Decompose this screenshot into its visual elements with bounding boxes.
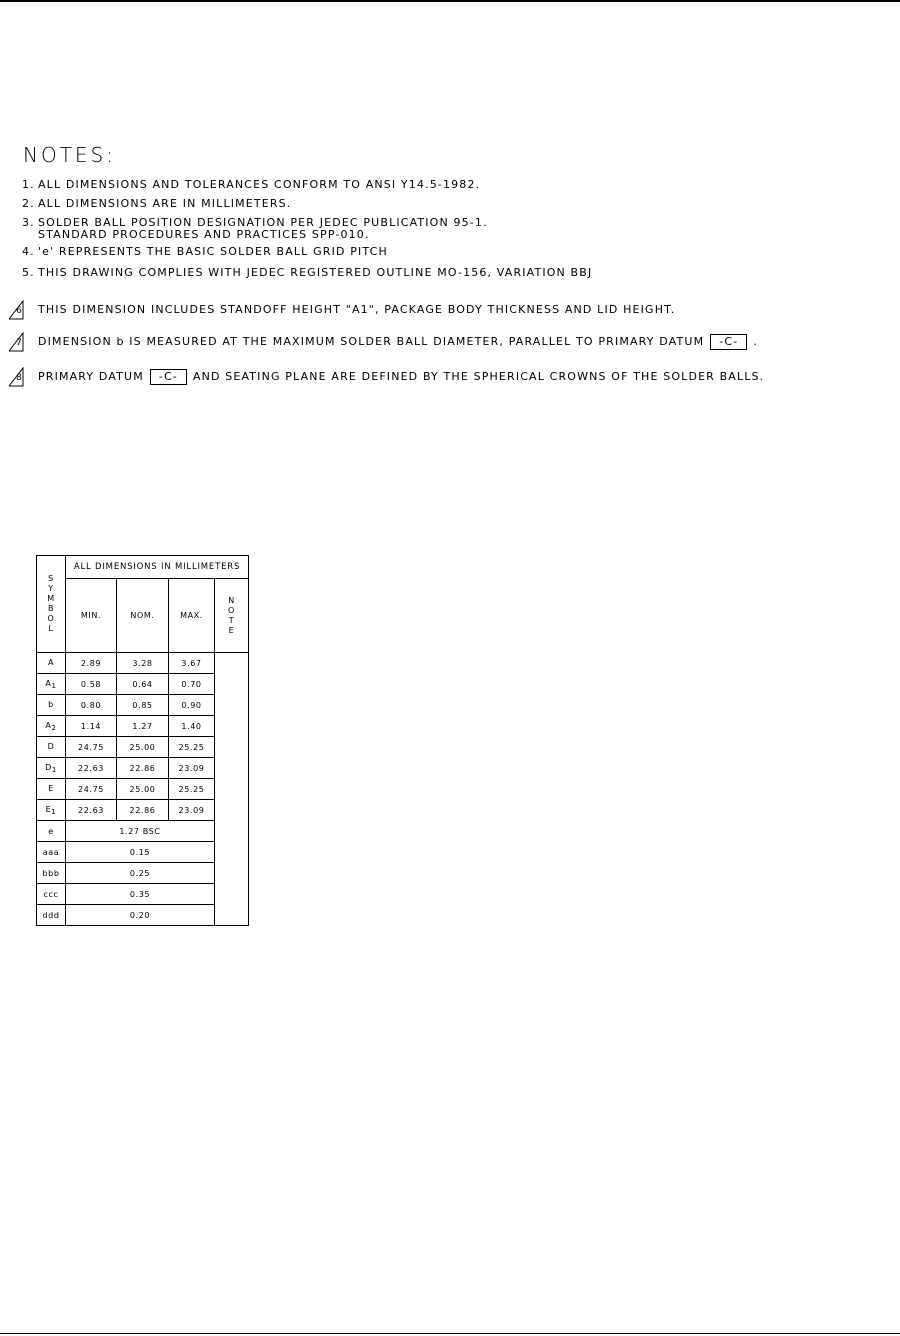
symbol-cell: D (37, 737, 66, 758)
symbol-cell: E (37, 779, 66, 800)
nom-cell: 25.00 (117, 737, 169, 758)
note-text: SOLDER BALL POSITION DESIGNATION PER JEDEC PUBLICATION 95-1. (38, 216, 488, 229)
max-cell: 1.40 (169, 716, 215, 737)
dimension-table (36, 555, 249, 926)
note-number: 2. (22, 197, 35, 210)
bottom-border-rule (0, 1333, 900, 1334)
symbol-cell: e (37, 821, 66, 842)
table-row (37, 653, 249, 674)
note-text-continued: STANDARD PROCEDURES AND PRACTICES SPP-010. (38, 228, 370, 241)
symbol-cell: aaa (37, 842, 66, 863)
nom-cell: 22.86 (117, 800, 169, 821)
note-text: ALL DIMENSIONS AND TOLERANCES CONFORM TO ANSI Y14.5-1982. (38, 178, 481, 191)
flagged-note-text-after: AND SEATING PLANE ARE DEFINED BY THE SPHERICAL CROWNS OF THE SOLDER BALLS. (192, 370, 765, 383)
note-number: 4. (22, 245, 35, 258)
symbol-cell: bbb (37, 863, 66, 884)
note-number: 5. (22, 266, 35, 279)
min-cell: 2.89 (66, 653, 117, 674)
flagged-note-text: DIMENSION b IS MEASURED AT THE MAXIMUM SOLDER BALL DIAMETER, PARALLEL TO PRIMARY DATUM (38, 335, 705, 348)
note-text: THIS DRAWING COMPLIES WITH JEDEC REGISTERED OUTLINE MO-156, VARIATION BBJ (38, 266, 593, 279)
note-2 (22, 198, 291, 210)
symbol-cell: A (37, 653, 66, 674)
flagged-note-text: PRIMARY DATUM (38, 370, 144, 383)
min-cell: 0.80 (66, 695, 117, 716)
min-cell: 22.63 (66, 758, 117, 779)
min-cell: 22.63 (66, 800, 117, 821)
note-number: 1. (22, 178, 35, 191)
top-border-rule (0, 0, 900, 2)
nom-cell: 22.86 (117, 758, 169, 779)
nom-cell: 0.85 (117, 695, 169, 716)
max-cell: 25.25 (169, 779, 215, 800)
max-cell: 25.25 (169, 737, 215, 758)
column-header-max: MAX. (169, 579, 215, 653)
flagged-note-text-group (38, 332, 758, 352)
max-cell: 0.90 (169, 695, 215, 716)
min-cell: 24.75 (66, 737, 117, 758)
value-cell: 0.35 (66, 884, 215, 905)
max-cell: 3.67 (169, 653, 215, 674)
nom-cell: 1.27 (117, 716, 169, 737)
notes-title: NOTES: (23, 143, 116, 167)
max-cell: 23.09 (169, 758, 215, 779)
value-cell: 1.27 BSC (66, 821, 215, 842)
flagged-note-text: THIS DIMENSION INCLUDES STANDOFF HEIGHT "A1", PACKAGE BODY THICKNESS AND LID HEIGHT. (38, 303, 676, 316)
min-cell: 0.58 (66, 674, 117, 695)
symbol-cell: ccc (37, 884, 66, 905)
symbol-column-header: S Y M B O L (37, 556, 66, 653)
nom-cell: 3.28 (117, 653, 169, 674)
flag-number: 7 (16, 338, 22, 348)
value-cell: 0.25 (66, 863, 215, 884)
symbol-cell: $E_1$ (37, 800, 66, 821)
note-cell (215, 653, 249, 926)
datum-box: -C- (710, 334, 747, 350)
note-5 (22, 267, 592, 279)
max-cell: 0.70 (169, 674, 215, 695)
value-cell: 0.15 (66, 842, 215, 863)
symbol-cell: $A_1$ (37, 674, 66, 695)
note-number: 3. (22, 216, 35, 229)
symbol-cell: $D_1$ (37, 758, 66, 779)
note-column-header: N O T E (215, 579, 249, 653)
table-header: ALL DIMENSIONS IN MILLIMETERS (66, 556, 249, 579)
flag-number: 8 (16, 373, 22, 383)
note-text: ALL DIMENSIONS ARE IN MILLIMETERS. (38, 197, 292, 210)
nom-cell: 25.00 (117, 779, 169, 800)
column-header-min: MIN. (66, 579, 117, 653)
flag-number: 6 (16, 306, 22, 316)
min-cell: 1.14 (66, 716, 117, 737)
note-1 (22, 179, 480, 191)
datum-box: -C- (150, 369, 187, 385)
note-text: 'e' REPRESENTS THE BASIC SOLDER BALL GRID PITCH (38, 245, 388, 258)
note-4 (22, 246, 388, 258)
nom-cell: 0.64 (117, 674, 169, 695)
note-3 (22, 217, 488, 241)
flagged-note-text-after: . (753, 335, 758, 348)
min-cell: 24.75 (66, 779, 117, 800)
symbol-cell: ddd (37, 905, 66, 926)
max-cell: 23.09 (169, 800, 215, 821)
symbol-cell: b (37, 695, 66, 716)
flagged-note-text-group (38, 367, 764, 387)
value-cell: 0.20 (66, 905, 215, 926)
column-header-nom: NOM. (117, 579, 169, 653)
symbol-cell: $A_2$ (37, 716, 66, 737)
